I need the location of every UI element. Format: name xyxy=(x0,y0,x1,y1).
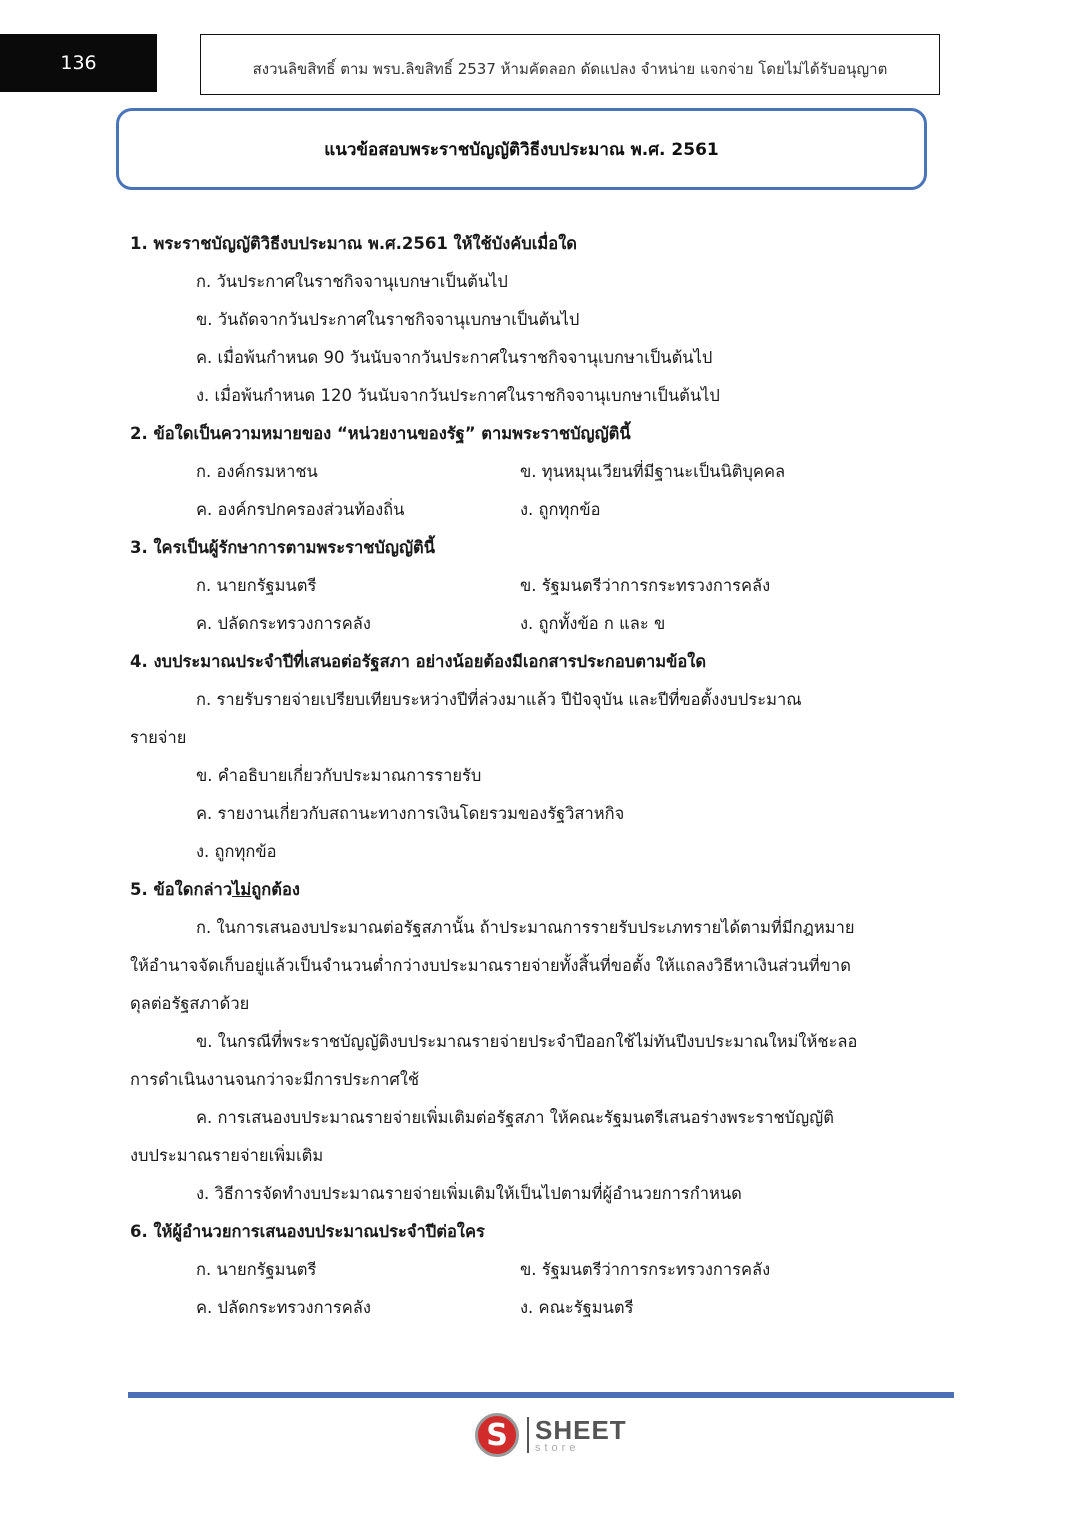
question-6-option-a: ก. นายกรัฐมนตรี xyxy=(196,1260,317,1279)
page-number-box xyxy=(0,34,157,92)
question-2-option-d: ง. ถูกทุกข้อ xyxy=(520,500,601,519)
question-5-option-b: ข. ในกรณีที่พระราชบัญญัติงบประมาณรายจ่ายประจำปีออกใช้ไม่ทันปีงบประมาณใหม่ให้ชะลอ xyxy=(196,1032,858,1051)
logo-wordmark xyxy=(535,1414,627,1454)
question-3-option-b: ข. รัฐมนตรีว่าการกระทรวงการคลัง xyxy=(520,576,771,595)
question-4-option-a-continued: รายจ่าย xyxy=(130,728,187,747)
question-2-option-a: ก. องค์กรมหาชน xyxy=(196,462,318,481)
question-3-option-c: ค. ปลัดกระทรวงการคลัง xyxy=(196,614,371,633)
footer-divider xyxy=(128,1392,954,1398)
question-6-option-d: ง. คณะรัฐมนตรี xyxy=(520,1298,634,1317)
question-4-option-a: ก. รายรับรายจ่ายเปรียบเทียบระหว่างปีที่ล่วงมาแล้ว ปีปัจจุบัน และปีที่ขอตั้งงบประมาณ xyxy=(196,690,802,709)
question-4-option-d: ง. ถูกทุกข้อ xyxy=(196,842,277,861)
question-3-option-d: ง. ถูกทั้งข้อ ก และ ข xyxy=(520,614,666,633)
question-3: 3. ใครเป็นผู้รักษาการตามพระราชบัญญัตินี้ xyxy=(130,538,435,557)
question-5-text-pre: 5. ข้อใดกล่าว xyxy=(130,880,233,899)
logo-s-icon: S xyxy=(475,1413,519,1457)
question-4-option-b: ข. คำอธิบายเกี่ยวกับประมาณการรายรับ xyxy=(196,766,482,785)
logo-subword: store xyxy=(535,1441,580,1454)
logo-word: SHEET xyxy=(535,1414,627,1445)
question-5-option-b-continued: การดำเนินงานจนกว่าจะมีการประกาศใช้ xyxy=(130,1070,420,1089)
question-5 xyxy=(130,879,300,901)
page-title: แนวข้อสอบพระราชบัญญัติวิธีงบประมาณ พ.ศ. 2561 xyxy=(324,139,719,160)
question-5-option-d: ง. วิธีการจัดทำงบประมาณรายจ่ายเพิ่มเติมให้เป็นไปตามที่ผู้อำนวยการกำหนด xyxy=(196,1184,742,1203)
question-5-option-c: ค. การเสนองบประมาณรายจ่ายเพิ่มเติมต่อรัฐสภา ให้คณะรัฐมนตรีเสนอร่างพระราชบัญญัติ xyxy=(196,1108,834,1127)
question-1-option-a: ก. วันประกาศในราชกิจจานุเบกษาเป็นต้นไป xyxy=(196,272,508,291)
question-5-option-a: ก. ในการเสนองบประมาณต่อรัฐสภานั้น ถ้าประมาณการรายรับประเภทรายได้ตามที่มีกฎหมาย xyxy=(196,918,855,937)
copyright-text: สงวนลิขสิทธิ์ ตาม พรบ.ลิขสิทธิ์ 2537 ห้ามคัดลอก ดัดแปลง จำหน่าย แจกจ่าย โดยไม่ได้รับอนุญาต xyxy=(252,59,888,78)
logo-divider xyxy=(527,1417,529,1453)
question-1: 1. พระราชบัญญัติวิธีงบประมาณ พ.ศ.2561 ให้ใช้บังคับเมื่อใด xyxy=(130,234,577,253)
question-6-option-c: ค. ปลัดกระทรวงการคลัง xyxy=(196,1298,371,1317)
copyright-notice xyxy=(200,34,940,95)
question-5-text-post: ถูกต้อง xyxy=(251,880,300,899)
sheet-store-logo xyxy=(475,1410,635,1460)
question-4: 4. งบประมาณประจำปีที่เสนอต่อรัฐสภา อย่างน้อยต้องมีเอกสารประกอบตามข้อใด xyxy=(130,652,707,671)
question-3-option-a: ก. นายกรัฐมนตรี xyxy=(196,576,317,595)
question-1-option-b: ข. วันถัดจากวันประกาศในราชกิจจานุเบกษาเป็นต้นไป xyxy=(196,310,580,329)
question-5-option-a-continued-2: ดุลต่อรัฐสภาด้วย xyxy=(130,994,250,1013)
question-6-option-b: ข. รัฐมนตรีว่าการกระทรวงการคลัง xyxy=(520,1260,771,1279)
question-5-option-a-continued-1: ให้อำนาจจัดเก็บอยู่แล้วเป็นจำนวนต่ำกว่างบประมาณรายจ่ายทั้งสิ้นที่ขอตั้ง ให้แถลงวิธีหาเงินส่วนที่ขาด xyxy=(130,956,851,975)
question-2-option-b: ข. ทุนหมุนเวียนที่มีฐานะเป็นนิติบุคคล xyxy=(520,462,786,481)
question-6: 6. ให้ผู้อำนวยการเสนองบประมาณประจำปีต่อใคร xyxy=(130,1222,485,1241)
question-2-option-c: ค. องค์กรปกครองส่วนท้องถิ่น xyxy=(196,500,405,519)
question-1-option-d: ง. เมื่อพ้นกำหนด 120 วันนับจากวันประกาศในราชกิจจานุเบกษาเป็นต้นไป xyxy=(196,386,720,405)
question-5-option-c-continued: งบประมาณรายจ่ายเพิ่มเติม xyxy=(130,1146,324,1165)
page-number: 136 xyxy=(60,52,97,74)
question-1-option-c: ค. เมื่อพ้นกำหนด 90 วันนับจากวันประกาศในราชกิจจานุเบกษาเป็นต้นไป xyxy=(196,348,713,367)
question-2: 2. ข้อใดเป็นความหมายของ “หน่วยงานของรัฐ” ตามพระราชบัญญัตินี้ xyxy=(130,424,631,443)
title-box xyxy=(116,108,927,190)
question-4-option-c: ค. รายงานเกี่ยวกับสถานะทางการเงินโดยรวมของรัฐวิสาหกิจ xyxy=(196,804,625,823)
question-5-underlined-word: ไม่ xyxy=(232,880,252,899)
